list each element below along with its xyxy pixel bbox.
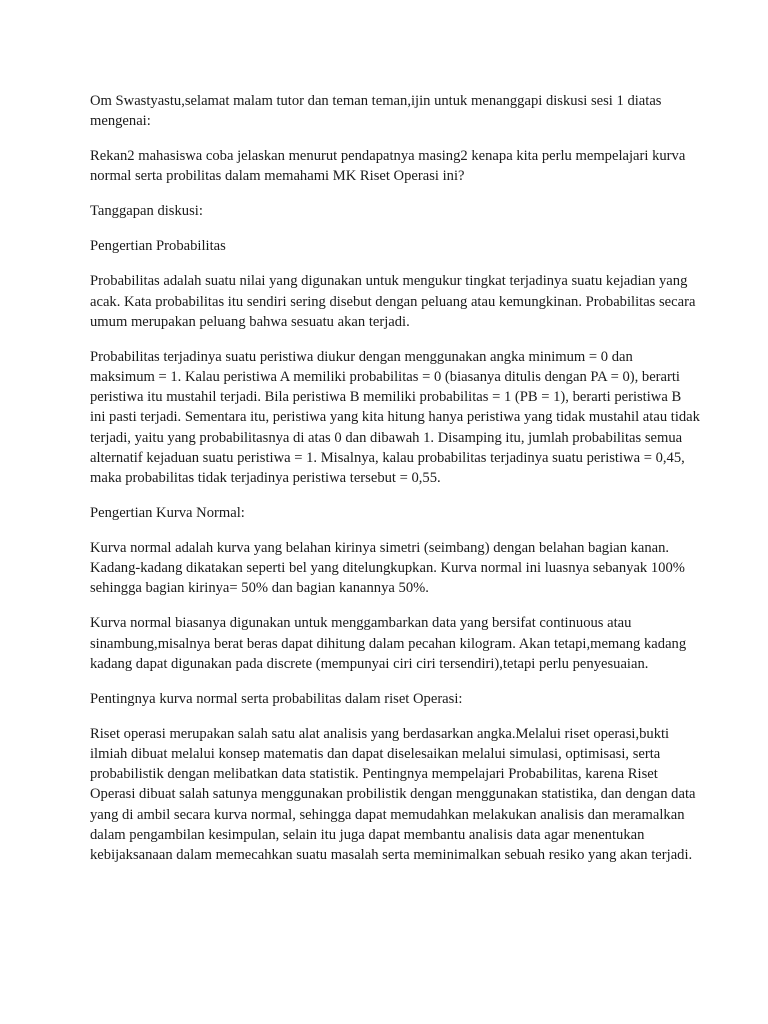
document-page <box>90 91 700 880</box>
response-heading: Tanggapan diskusi: <box>90 203 203 220</box>
section-heading-importance: Pentingnya kurva normal serta probabilitas dalam riset Operasi: <box>90 690 463 707</box>
section-heading-kurva-normal: Pengertian Kurva Normal: <box>90 505 245 522</box>
section-heading-probabilitas: Pengertian Probabilitas <box>90 238 226 255</box>
greeting-paragraph: Om Swastyastu,selamat malam tutor dan teman teman,ijin untuk menanggapi diskusi sesi 1 diatas mengenai: <box>90 93 662 130</box>
importance-paragraph: Riset operasi merupakan salah satu alat analisis yang berdasarkan angka.Melalui riset operasi,bukti ilmiah dibuat melalui konsep matematis dan dapat diselesaikan melalui simulasi, optimisasi, serta probabilistik dengan melibatkan data statistik. Pentingnya mempelajari Probabilitas, karena Riset Operasi dibuat salah satunya menggunakan probilistik dengan menggunakan statistika, dan dengan data yang di ambil secara kurva normal, sehingga dapat memudahkan melakukan analisis dan meramalkan dalam pengambilan kesimpulan, selain itu juga dapat membantu analisis data agar menentukan kebijaksanaan dalam memecahkan suatu masalah serta meminimalkan sebuah resiko yang akan terjadi. <box>90 725 696 864</box>
probabilitas-definition-paragraph: Probabilitas adalah suatu nilai yang digunakan untuk mengukur tingkat terjadinya suatu kejadian yang acak. Kata probabilitas itu sendiri sering disebut dengan peluang atau kemungkinan. Probabilitas secara umum merupakan peluang bahwa sesuatu akan terjadi. <box>90 273 696 330</box>
question-paragraph: Rekan2 mahasiswa coba jelaskan menurut pendapatnya masing2 kenapa kita perlu mempelajari kurva normal serta probilitas dalam memahami MK Riset Operasi ini? <box>90 148 686 185</box>
kurva-normal-usage-paragraph: Kurva normal biasanya digunakan untuk menggambarkan data yang bersifat continuous atau sinambung,misalnya berat beras dapat dihitung dalam pecahan kilogram. Akan tetapi,memang kadang kadang dapat digunakan pada discrete (mempunyai ciri ciri tersendiri),tetapi perlu penyesuaian. <box>90 615 687 672</box>
kurva-normal-definition-paragraph: Kurva normal adalah kurva yang belahan kirinya simetri (seimbang) dengan belahan bagian kanan. Kadang-kadang dikatakan seperti bel yang ditelungkupkan. Kurva normal ini luasnya sebanyak 100% sehingga bagian kirinya= 50% dan bagian kanannya 50%. <box>90 540 685 597</box>
probabilitas-measurement-paragraph: Probabilitas terjadinya suatu peristiwa diukur dengan menggunakan angka minimum = 0 dan maksimum = 1. Kalau peristiwa A memiliki probabilitas = 0 (biasanya ditulis dengan PA = 0), berarti peristiwa itu mustahil terjadi. Bila peristiwa B memiliki probabilitas = 1 (PB = 1), berarti peristiwa B ini pasti terjadi. Sementara itu, peristiwa yang kita hitung hanya peristiwa yang tidak mustahil atau tidak terjadi, yaitu yang probabilitasnya di atas 0 dan dibawah 1. Disamping itu, jumlah probabilitas semua alternatif kejaduan suatu peristiwa = 1. Misalnya, kalau probabilitas terjadinya suatu peristiwa = 0,45, maka probabilitas tidak terjadinya peristiwa tersebut = 0,55. <box>90 348 700 487</box>
